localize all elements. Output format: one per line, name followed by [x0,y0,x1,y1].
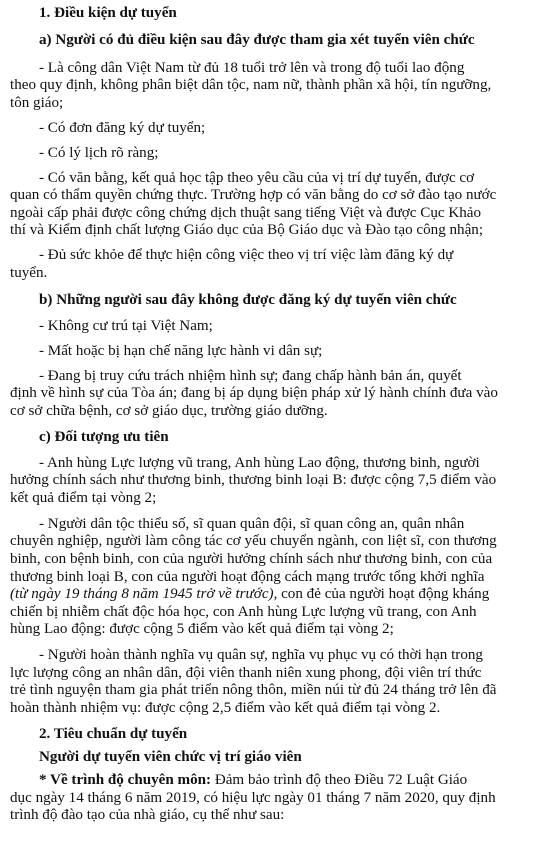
subsection-a-heading: a) Người có đủ điều kiện sau đây được tham gia xét tuyển viên chức [39,32,475,48]
paragraph-a1-line-3: tôn giáo; [10,95,64,111]
paragraph-a4-line-3: ngoài cấp phải được công chứng dịch thuật sang tiếng Việt và được Cục Khảo [10,205,482,221]
paragraph-c3-line-1: - Người hoàn thành nghĩa vụ quân sự, nghĩa vụ phục vụ có thời hạn trong [39,647,483,663]
paragraph-c1-line-1: - Anh hùng Lực lượng vũ trang, Anh hùng Lao động, thương binh, người [39,455,480,471]
paragraph-a1-line-2: theo quy định, không phân biệt dân tộc, nam nữ, thành phần xã hội, tín ngưỡng, [10,77,492,93]
paragraph-c1-line-2: hưởng chính sách như thương binh, thương binh loại B: được cộng 7,5 điểm vào [10,472,497,488]
paragraph-c2-line-7: hùng Lao động: được cộng 5 điểm vào kết quả điểm tại vòng 2; [10,621,394,637]
paragraph-s2-line-1 [39,771,467,790]
paragraph-s2-line-2: dục ngày 14 tháng 6 năm 2019, có hiệu lực ngày 01 tháng 7 năm 2020, quy định [10,790,496,806]
paragraph-b2: - Mất hoặc bị hạn chế năng lực hành vi dân sự; [39,343,323,359]
section-1-heading: 1. Điều kiện dự tuyển [39,5,177,21]
paragraph-b3-line-3: cơ sở chữa bệnh, cơ sở giáo dục, trường giáo dưỡng. [10,403,328,419]
paragraph-c2-line-5 [10,585,489,604]
paragraph-a4-line-4: thí và Kiểm định chất lượng Giáo dục của Bộ Giáo dục và Đào tạo công nhận; [10,222,484,238]
paragraph-s2-line-3: trình độ đào tạo của nhà giáo, cụ thể như sau: [10,807,285,823]
paragraph-a3: - Có lý lịch rõ ràng; [39,145,159,161]
paragraph-a1-line-1: - Là công dân Việt Nam từ đủ 18 tuổi trở lên và trong độ tuổi lao động [39,60,465,76]
professional-level-label: * Về trình độ chuyên môn: [39,772,212,788]
paragraph-s2-line-1-rest: Đảm bảo trình độ theo Điều 72 Luật Giáo [211,772,468,788]
paragraph-c2-line-5-rest: , con đẻ của người hoạt động kháng [273,586,490,602]
paragraph-a2: - Có đơn đăng ký dự tuyển; [39,120,206,136]
paragraph-c2-line-6: chiến bị nhiễm chất độc hóa học, con Anh hùng Lực lượng vũ trang, con Anh [10,604,477,620]
paragraph-a4-line-2: quan có thẩm quyền chứng thực. Trường hợp có văn bằng do cơ sở đào tạo nước [10,187,497,203]
paragraph-a5-line-1: - Đủ sức khỏe để thực hiện công việc theo vị trí việc làm đăng ký dự [39,247,454,263]
paragraph-c2-line-4: thương binh loại B, con của người hoạt động cách mạng trước tổng khởi nghĩa [10,569,485,585]
paragraph-c2-line-2: chuyên nghiệp, người làm công tác cơ yếu chuyển ngành, con liệt sĩ, con thương [10,533,497,549]
paragraph-c2-line-3: binh, con bệnh binh, con của người hưởng chính sách như thương binh, con của [10,551,493,567]
paragraph-a4-line-1: - Có văn bằng, kết quả học tập theo yêu cầu của vị trí dự tuyển, được cơ [39,170,475,186]
paragraph-b1: - Không cư trú tại Việt Nam; [39,318,213,334]
paragraph-a5-line-2: tuyển. [10,265,48,281]
section-2-heading: 2. Tiêu chuẩn dự tuyển [39,726,188,742]
paragraph-c3-line-3: trẻ tình nguyện tham gia phát triển nông thôn, miền núi từ đủ 24 tháng trở lên đã [10,682,497,698]
subsection-b-heading: b) Những người sau đây không được đăng ký dự tuyển viên chức [39,292,457,308]
paragraph-c3-line-4: hoàn thành nhiệm vụ: được cộng 2,5 điểm vào kết quả điểm tại vòng 2. [10,700,441,716]
paragraph-b3-line-2: định về hình sự của Tòa án; đang bị áp dụng biện pháp xử lý hành chính đưa vào [10,385,498,401]
date-parenthetical: (từ ngày 19 tháng 8 năm 1945 trở về trước) [10,586,274,602]
section-2-subheading: Người dự tuyển viên chức vị trí giáo viên [39,749,302,765]
paragraph-c1-line-3: kết quả điểm tại vòng 2; [10,490,157,506]
paragraph-b3-line-1: - Đang bị truy cứu trách nhiệm hình sự; đang chấp hành bản án, quyết [39,368,462,384]
subsection-c-heading: c) Đối tượng ưu tiên [39,429,169,445]
paragraph-c2-line-1: - Người dân tộc thiểu số, sĩ quan quân đội, sĩ quan công an, quân nhân [39,516,465,532]
paragraph-c3-line-2: lực lượng công an nhân dân, đội viên thanh niên xung phong, đội viên trí thức [10,665,482,681]
